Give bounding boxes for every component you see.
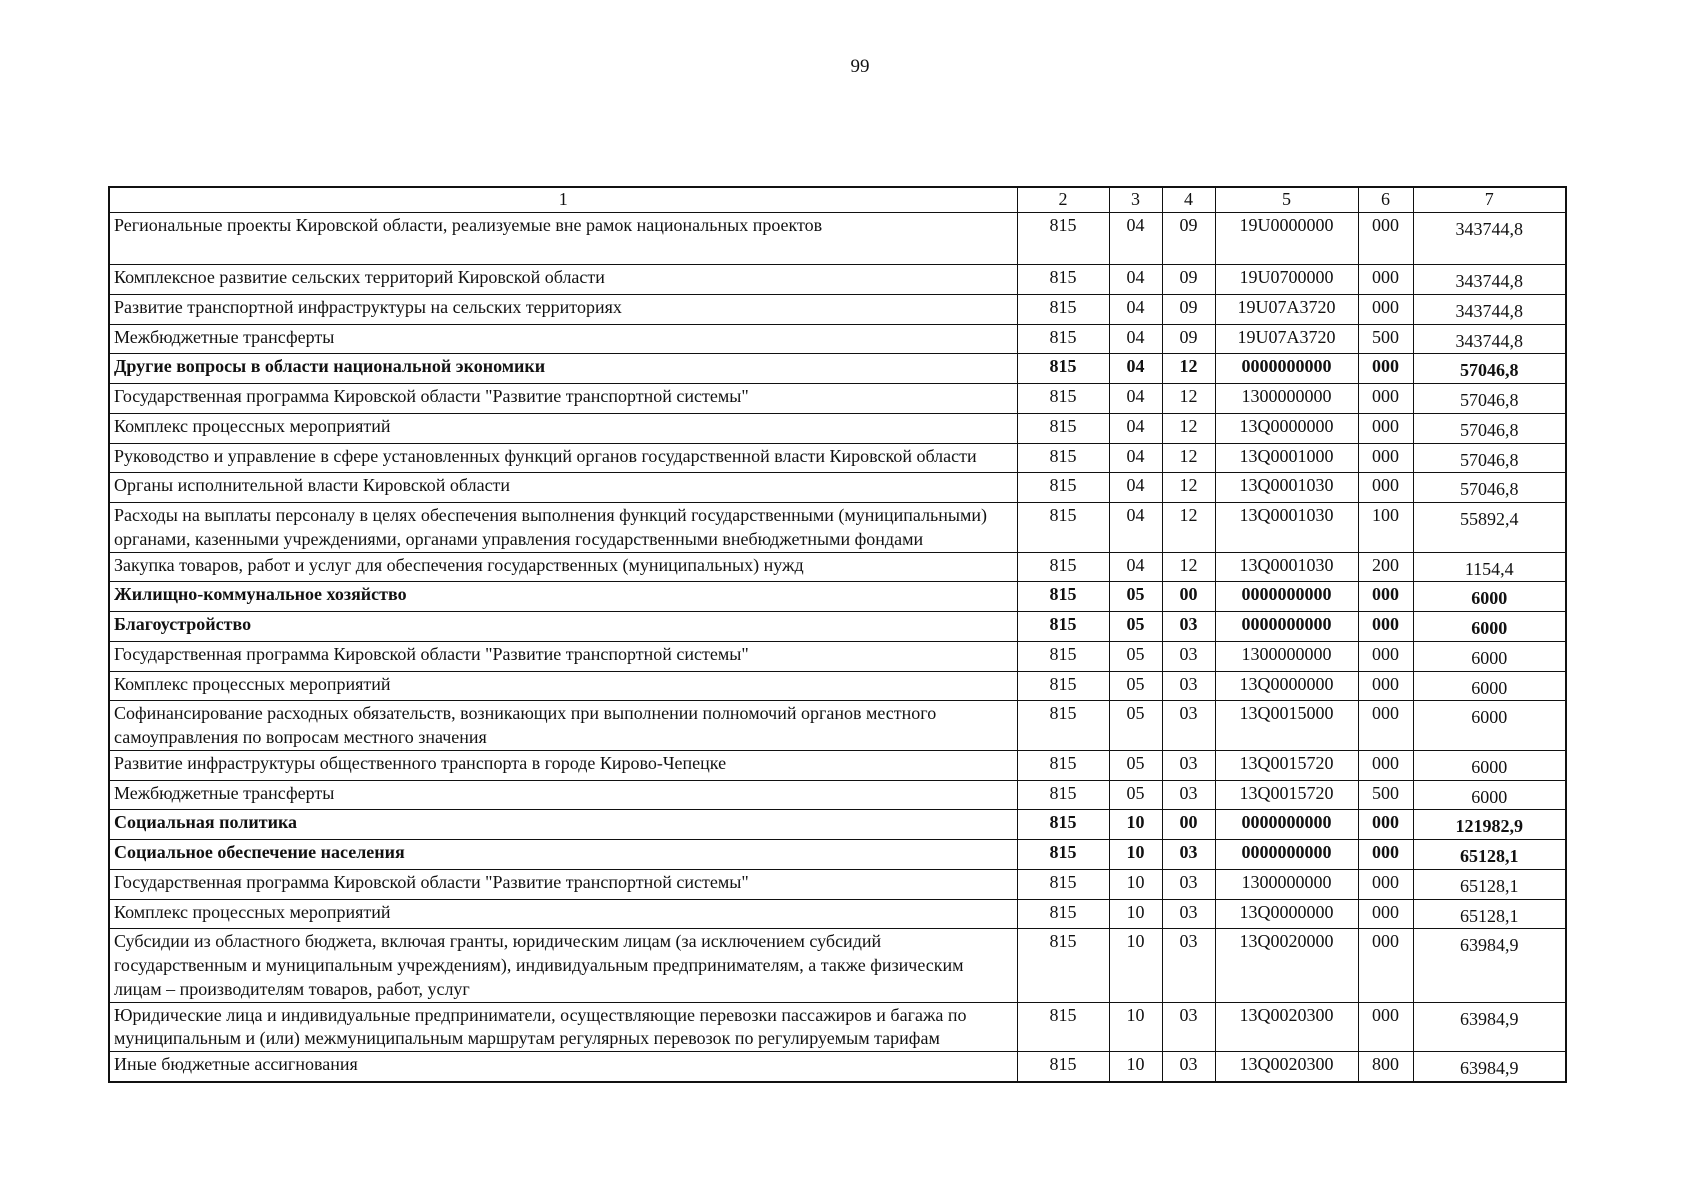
- row-amount: 65128,1: [1413, 869, 1566, 899]
- row-department: 815: [1017, 869, 1109, 899]
- table-row: [109, 354, 1566, 384]
- row-name: Иные бюджетные ассигнования: [109, 1052, 1017, 1082]
- table-row: [109, 552, 1566, 582]
- row-expense-type: 000: [1358, 641, 1413, 671]
- row-amount: 1154,4: [1413, 552, 1566, 582]
- row-subsection: 09: [1162, 213, 1215, 265]
- row-expense-type: 000: [1358, 582, 1413, 612]
- row-section: 10: [1109, 869, 1162, 899]
- table-row: [109, 265, 1566, 295]
- row-expense-type: 000: [1358, 384, 1413, 414]
- row-subsection: 03: [1162, 840, 1215, 870]
- row-amount: 57046,8: [1413, 384, 1566, 414]
- column-header-expense-type: 6: [1358, 187, 1413, 213]
- table-row: [109, 473, 1566, 503]
- row-department: 815: [1017, 473, 1109, 503]
- row-amount: 57046,8: [1413, 354, 1566, 384]
- row-section: 10: [1109, 810, 1162, 840]
- row-section: 04: [1109, 354, 1162, 384]
- row-subsection: 03: [1162, 701, 1215, 751]
- row-subsection: 00: [1162, 582, 1215, 612]
- row-section: 04: [1109, 294, 1162, 324]
- row-expense-type: 100: [1358, 503, 1413, 553]
- table-row: [109, 750, 1566, 780]
- row-subsection: 12: [1162, 354, 1215, 384]
- row-amount: 65128,1: [1413, 899, 1566, 929]
- row-amount: 63984,9: [1413, 929, 1566, 1002]
- row-section: 05: [1109, 612, 1162, 642]
- row-name: Благоустройство: [109, 612, 1017, 642]
- row-target-article: 19U0700000: [1215, 265, 1358, 295]
- row-section: 04: [1109, 213, 1162, 265]
- column-header-department: 2: [1017, 187, 1109, 213]
- row-name: Развитие транспортной инфраструктуры на сельских территориях: [109, 294, 1017, 324]
- row-department: 815: [1017, 503, 1109, 553]
- row-department: 815: [1017, 384, 1109, 414]
- row-subsection: 00: [1162, 810, 1215, 840]
- row-subsection: 03: [1162, 671, 1215, 701]
- row-target-article: 0000000000: [1215, 354, 1358, 384]
- row-department: 815: [1017, 443, 1109, 473]
- row-name: Руководство и управление в сфере установленных функций органов государственной власти Кировской области: [109, 443, 1017, 473]
- row-name: Субсидии из областного бюджета, включая гранты, юридическим лицам (за исключением субсидий государственным и муниципальным учреждениям), индивидуальным предпринимателям, а также физическим лицам – производителям товаров, работ, услуг: [109, 929, 1017, 1002]
- row-target-article: 1300000000: [1215, 641, 1358, 671]
- table-row: [109, 641, 1566, 671]
- row-target-article: 13Q0001030: [1215, 552, 1358, 582]
- row-name: Комплекс процессных мероприятий: [109, 671, 1017, 701]
- page-number: 99: [850, 56, 870, 77]
- row-amount: 6000: [1413, 671, 1566, 701]
- row-section: 10: [1109, 929, 1162, 1002]
- row-expense-type: 000: [1358, 612, 1413, 642]
- row-section: 05: [1109, 780, 1162, 810]
- row-name: Комплекс процессных мероприятий: [109, 899, 1017, 929]
- row-name: Социальная политика: [109, 810, 1017, 840]
- row-name: Расходы на выплаты персоналу в целях обеспечения выполнения функций государственными (муниципальными) органами, казенными учреждениями, органами управления государственными внебюджетными фондами: [109, 503, 1017, 553]
- table-row: [109, 213, 1566, 265]
- table-row: [109, 780, 1566, 810]
- row-department: 815: [1017, 780, 1109, 810]
- row-target-article: 19U0000000: [1215, 213, 1358, 265]
- table-row: [109, 899, 1566, 929]
- row-amount: 343744,8: [1413, 213, 1566, 265]
- row-subsection: 12: [1162, 552, 1215, 582]
- table-row: [109, 413, 1566, 443]
- row-name: Органы исполнительной власти Кировской области: [109, 473, 1017, 503]
- row-department: 815: [1017, 413, 1109, 443]
- row-section: 04: [1109, 413, 1162, 443]
- row-expense-type: 000: [1358, 929, 1413, 1002]
- row-amount: 6000: [1413, 750, 1566, 780]
- row-name: Комплексное развитие сельских территорий Кировской области: [109, 265, 1017, 295]
- row-section: 04: [1109, 473, 1162, 503]
- row-department: 815: [1017, 582, 1109, 612]
- row-department: 815: [1017, 671, 1109, 701]
- table-row: [109, 294, 1566, 324]
- row-department: 815: [1017, 354, 1109, 384]
- row-department: 815: [1017, 810, 1109, 840]
- row-expense-type: 000: [1358, 473, 1413, 503]
- table-row: [109, 810, 1566, 840]
- row-expense-type: 000: [1358, 840, 1413, 870]
- row-section: 05: [1109, 750, 1162, 780]
- row-name: Региональные проекты Кировской области, реализуемые вне рамок национальных проектов: [109, 213, 1017, 265]
- row-subsection: 12: [1162, 413, 1215, 443]
- table-row: [109, 443, 1566, 473]
- table-row: [109, 1002, 1566, 1052]
- row-subsection: 03: [1162, 1002, 1215, 1052]
- row-amount: 6000: [1413, 641, 1566, 671]
- table-row: [109, 503, 1566, 553]
- table-row: [109, 384, 1566, 414]
- row-expense-type: 500: [1358, 324, 1413, 354]
- column-header-subsection: 4: [1162, 187, 1215, 213]
- row-department: 815: [1017, 612, 1109, 642]
- row-expense-type: 000: [1358, 265, 1413, 295]
- row-department: 815: [1017, 265, 1109, 295]
- row-expense-type: 000: [1358, 413, 1413, 443]
- row-department: 815: [1017, 213, 1109, 265]
- row-section: 04: [1109, 552, 1162, 582]
- row-name: Государственная программа Кировской области "Развитие транспортной системы": [109, 384, 1017, 414]
- row-target-article: 13Q0001000: [1215, 443, 1358, 473]
- row-amount: 6000: [1413, 582, 1566, 612]
- row-target-article: 1300000000: [1215, 869, 1358, 899]
- row-amount: 6000: [1413, 701, 1566, 751]
- row-section: 05: [1109, 671, 1162, 701]
- row-department: 815: [1017, 1002, 1109, 1052]
- row-department: 815: [1017, 701, 1109, 751]
- row-expense-type: 800: [1358, 1052, 1413, 1082]
- header-row: [109, 187, 1566, 213]
- row-subsection: 09: [1162, 324, 1215, 354]
- row-target-article: 13Q0000000: [1215, 413, 1358, 443]
- row-department: 815: [1017, 324, 1109, 354]
- row-department: 815: [1017, 294, 1109, 324]
- row-target-article: 13Q0015720: [1215, 750, 1358, 780]
- row-subsection: 03: [1162, 750, 1215, 780]
- row-expense-type: 500: [1358, 780, 1413, 810]
- row-section: 10: [1109, 1002, 1162, 1052]
- row-expense-type: 000: [1358, 750, 1413, 780]
- row-department: 815: [1017, 1052, 1109, 1082]
- row-target-article: 13Q0015000: [1215, 701, 1358, 751]
- row-expense-type: 000: [1358, 213, 1413, 265]
- row-subsection: 03: [1162, 1052, 1215, 1082]
- table-row: [109, 701, 1566, 751]
- row-subsection: 12: [1162, 503, 1215, 553]
- row-target-article: 13Q0020000: [1215, 929, 1358, 1002]
- row-section: 04: [1109, 503, 1162, 553]
- row-expense-type: 000: [1358, 671, 1413, 701]
- row-amount: 343744,8: [1413, 294, 1566, 324]
- row-expense-type: 000: [1358, 701, 1413, 751]
- column-header-amount: 7: [1413, 187, 1566, 213]
- table-row: [109, 840, 1566, 870]
- row-name: Межбюджетные трансферты: [109, 324, 1017, 354]
- row-target-article: 13Q0001030: [1215, 473, 1358, 503]
- row-subsection: 09: [1162, 294, 1215, 324]
- row-target-article: 0000000000: [1215, 840, 1358, 870]
- row-name: Закупка товаров, работ и услуг для обеспечения государственных (муниципальных) нужд: [109, 552, 1017, 582]
- row-subsection: 03: [1162, 899, 1215, 929]
- table-row: [109, 582, 1566, 612]
- row-amount: 57046,8: [1413, 443, 1566, 473]
- row-department: 815: [1017, 750, 1109, 780]
- row-section: 04: [1109, 324, 1162, 354]
- row-target-article: 13Q0020300: [1215, 1052, 1358, 1082]
- row-amount: 343744,8: [1413, 324, 1566, 354]
- row-section: 04: [1109, 265, 1162, 295]
- row-amount: 57046,8: [1413, 413, 1566, 443]
- row-target-article: 19U07A3720: [1215, 294, 1358, 324]
- row-subsection: 03: [1162, 612, 1215, 642]
- row-name: Софинансирование расходных обязательств, возникающих при выполнении полномочий органов местного самоуправления по вопросам местного значения: [109, 701, 1017, 751]
- table-row: [109, 1052, 1566, 1082]
- row-name: Социальное обеспечение населения: [109, 840, 1017, 870]
- row-subsection: 03: [1162, 641, 1215, 671]
- row-department: 815: [1017, 929, 1109, 1002]
- row-department: 815: [1017, 840, 1109, 870]
- row-expense-type: 000: [1358, 810, 1413, 840]
- row-amount: 6000: [1413, 780, 1566, 810]
- row-amount: 57046,8: [1413, 473, 1566, 503]
- row-target-article: 13Q0000000: [1215, 899, 1358, 929]
- row-expense-type: 000: [1358, 1002, 1413, 1052]
- row-subsection: 09: [1162, 265, 1215, 295]
- row-name: Государственная программа Кировской области "Развитие транспортной системы": [109, 641, 1017, 671]
- row-subsection: 12: [1162, 443, 1215, 473]
- column-header-target-article: 5: [1215, 187, 1358, 213]
- row-target-article: 1300000000: [1215, 384, 1358, 414]
- row-subsection: 03: [1162, 780, 1215, 810]
- row-target-article: 0000000000: [1215, 612, 1358, 642]
- row-subsection: 12: [1162, 384, 1215, 414]
- row-name: Другие вопросы в области национальной экономики: [109, 354, 1017, 384]
- column-header-name: 1: [109, 187, 1017, 213]
- row-expense-type: 000: [1358, 869, 1413, 899]
- row-name: Юридические лица и индивидуальные предприниматели, осуществляющие перевозки пассажиров и багажа по муниципальным и (или) межмуниципальным маршрутам регулярных перевозок по регулируемым тарифам: [109, 1002, 1017, 1052]
- row-section: 05: [1109, 701, 1162, 751]
- column-header-section: 3: [1109, 187, 1162, 213]
- row-department: 815: [1017, 899, 1109, 929]
- row-section: 04: [1109, 443, 1162, 473]
- row-target-article: 13Q0015720: [1215, 780, 1358, 810]
- row-amount: 343744,8: [1413, 265, 1566, 295]
- row-section: 10: [1109, 899, 1162, 929]
- row-amount: 63984,9: [1413, 1052, 1566, 1082]
- budget-table: [108, 186, 1567, 1083]
- row-section: 05: [1109, 641, 1162, 671]
- row-amount: 65128,1: [1413, 840, 1566, 870]
- row-name: Комплекс процессных мероприятий: [109, 413, 1017, 443]
- row-expense-type: 200: [1358, 552, 1413, 582]
- row-subsection: 12: [1162, 473, 1215, 503]
- row-department: 815: [1017, 552, 1109, 582]
- row-name: Межбюджетные трансферты: [109, 780, 1017, 810]
- row-target-article: 0000000000: [1215, 582, 1358, 612]
- row-target-article: 13Q0000000: [1215, 671, 1358, 701]
- row-target-article: 13Q0001030: [1215, 503, 1358, 553]
- row-section: 05: [1109, 582, 1162, 612]
- row-amount: 6000: [1413, 612, 1566, 642]
- table-row: [109, 869, 1566, 899]
- row-department: 815: [1017, 641, 1109, 671]
- table-row: [109, 324, 1566, 354]
- row-section: 10: [1109, 840, 1162, 870]
- table-row: [109, 929, 1566, 1002]
- row-expense-type: 000: [1358, 294, 1413, 324]
- row-amount: 63984,9: [1413, 1002, 1566, 1052]
- row-name: Государственная программа Кировской области "Развитие транспортной системы": [109, 869, 1017, 899]
- row-section: 10: [1109, 1052, 1162, 1082]
- row-target-article: 0000000000: [1215, 810, 1358, 840]
- row-amount: 121982,9: [1413, 810, 1566, 840]
- row-target-article: 19U07A3720: [1215, 324, 1358, 354]
- row-subsection: 03: [1162, 869, 1215, 899]
- table-row: [109, 671, 1566, 701]
- row-expense-type: 000: [1358, 443, 1413, 473]
- row-amount: 55892,4: [1413, 503, 1566, 553]
- row-target-article: 13Q0020300: [1215, 1002, 1358, 1052]
- row-section: 04: [1109, 384, 1162, 414]
- row-name: Развитие инфраструктуры общественного транспорта в городе Кирово-Чепецке: [109, 750, 1017, 780]
- row-name: Жилищно-коммунальное хозяйство: [109, 582, 1017, 612]
- row-subsection: 03: [1162, 929, 1215, 1002]
- row-expense-type: 000: [1358, 899, 1413, 929]
- table-body: [109, 213, 1566, 1082]
- row-expense-type: 000: [1358, 354, 1413, 384]
- table-row: [109, 612, 1566, 642]
